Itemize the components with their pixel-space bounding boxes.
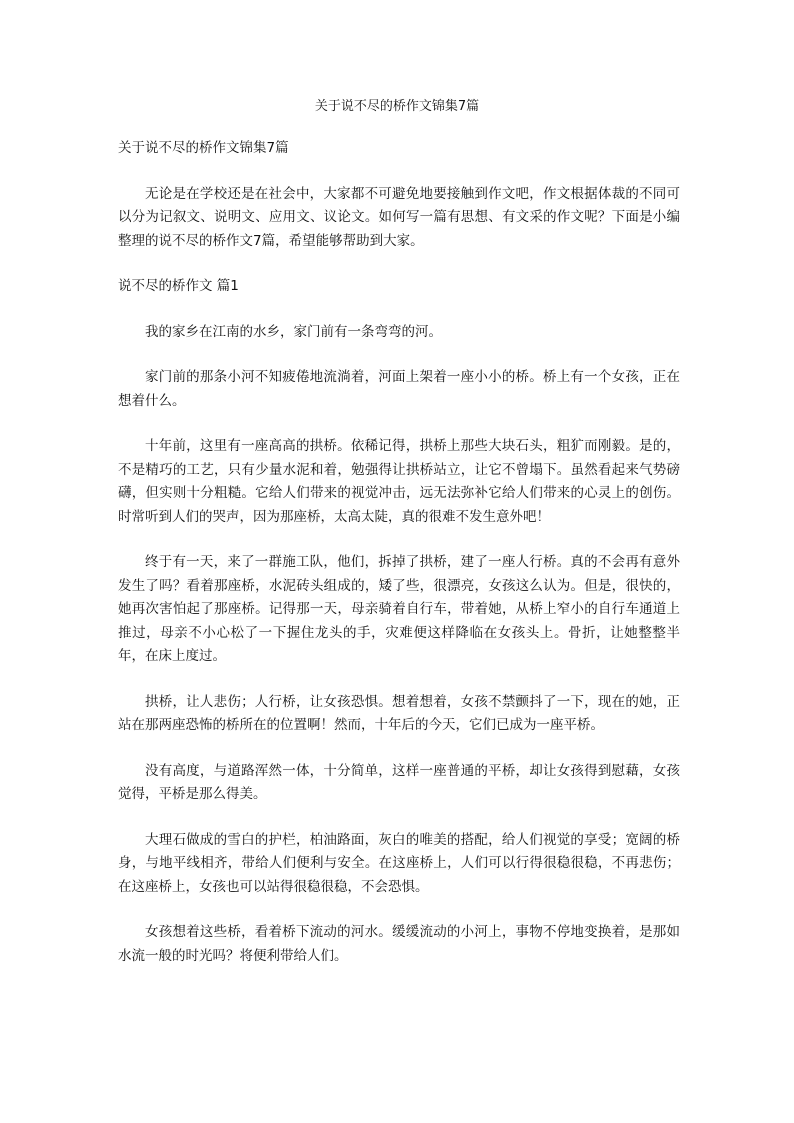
- document-subtitle: 关于说不尽的桥作文锦集7篇: [118, 140, 289, 156]
- body-paragraph-2: 家门前的那条小河不知疲倦地流淌着，河面上架着一座小小的桥。桥上有一个女孩，正在想着什么。: [118, 369, 680, 409]
- document-body: [118, 137, 680, 968]
- body-paragraph-7: 大理石做成的雪白的护栏，柏油路面，灰白的唯美的搭配，给人们视觉的享受；宽阔的桥身，与地平线相齐，带给人们便利与安全。在这座桥上，人们可以行得很稳很稳，不再悲伤；在这座桥上，女孩也可以站得很稳很稳，不会恐惧。: [118, 831, 680, 895]
- document-header-title: 关于说不尽的桥作文锦集7篇: [314, 99, 480, 114]
- body-paragraph-8: 女孩想着这些桥，看着桥下流动的河水。缓缓流动的小河上，事物不停地变换着，是那如水流一般的时光吗？将便利带给人们。: [118, 924, 680, 964]
- body-paragraph-6: 没有高度，与道路浑然一体，十分简单，这样一座普通的平桥，却让女孩得到慰藉，女孩觉得，平桥是那么得美。: [118, 762, 680, 802]
- intro-paragraph: 无论是在学校还是在社会中，大家都不可避免地要接触到作文吧，作文根据体裁的不同可以分为记叙文、说明文、应用文、议论文。如何写一篇有思想、有文采的作文呢？下面是小编整理的说不尽的桥作文7篇，希望能够帮助到大家。: [118, 185, 680, 249]
- body-paragraph-3: 十年前，这里有一座高高的拱桥。依稀记得，拱桥上那些大块石头，粗犷而刚毅。是的，不是精巧的工艺，只有少量水泥和着，勉强得让拱桥站立，让它不曾塌下。虽然看起来气势磅礴，但实则十分粗糙。它给人们带来的视觉冲击，远无法弥补它给人们带来的心灵上的创伤。时常听到人们的哭声，因为那座桥，太高太陡，真的很难不发生意外吧！: [118, 438, 680, 525]
- body-paragraph-4: 终于有一天，来了一群施工队，他们，拆掉了拱桥，建了一座人行桥。真的不会再有意外发生了吗？看着那座桥，水泥砖头组成的，矮了些，很漂亮，女孩这么认为。但是，很快的，她再次害怕起了那座桥。记得那一天，母亲骑着自行车，带着她，从桥上窄小的自行车通道上推过，母亲不小心松了一下握住龙头的手，灾难便这样降临在女孩头上。骨折，让她整整半年，在床上度过。: [118, 554, 680, 664]
- body-paragraph-1: 我的家乡在江南的水乡，家门前有一条弯弯的河。: [145, 323, 442, 340]
- body-paragraph-5: 拱桥，让人悲伤；人行桥，让女孩恐惧。想着想着，女孩不禁颤抖了一下，现在的她，正站在那两座恐怖的桥所在的位置啊！然而，十年后的今天，它们已成为一座平桥。: [118, 693, 680, 733]
- section-heading: 说不尽的桥作文 篇1: [118, 278, 239, 294]
